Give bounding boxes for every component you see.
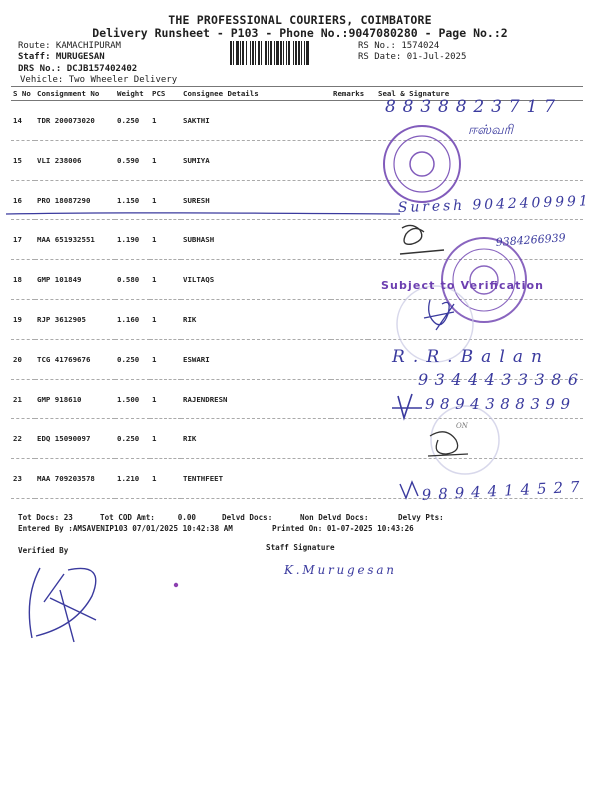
- drs-number: DRS No.: DCJB157402402: [18, 64, 138, 74]
- cell-weight: 0.580: [115, 260, 150, 300]
- cell-remarks: [331, 260, 368, 300]
- route-label: Route: KAMACHIPURAM: [18, 41, 121, 51]
- cell-seal-signature: [368, 339, 583, 379]
- cell-sno: 21: [11, 379, 35, 419]
- cell-weight: 1.500: [115, 379, 150, 419]
- cell-consignee: SUBHASH: [181, 220, 331, 260]
- cell-weight: 0.250: [115, 339, 150, 379]
- cell-sno: 14: [11, 101, 35, 141]
- cell-weight: 0.250: [115, 419, 150, 459]
- rs-date: RS Date: 01-Jul-2025: [358, 52, 467, 62]
- rs-number: RS No.: 1574024: [358, 41, 440, 51]
- col-header-consignment: Consignment No: [35, 87, 115, 101]
- cell-weight: 1.210: [115, 459, 150, 499]
- cell-consignee: RIK: [181, 299, 331, 339]
- table-row: [11, 220, 583, 260]
- cell-consignment-no: VLI 238006: [35, 140, 115, 180]
- document-title: THE PROFESSIONAL COURIERS, COIMBATORE: [168, 13, 432, 27]
- cell-consignee: SUMIYA: [181, 140, 331, 180]
- stamp-subject-to-verification: Subject to Verification: [381, 279, 543, 292]
- table-row: [11, 459, 583, 499]
- printed-on: Printed On: 01-07-2025 10:43:26: [272, 524, 414, 533]
- cell-consignment-no: TCG 41769676: [35, 339, 115, 379]
- cell-sno: 22: [11, 419, 35, 459]
- handwritten-phone-23: 9894414527: [421, 477, 580, 504]
- cell-consignee: ESWARI: [181, 339, 331, 379]
- cell-consignee: TENTHFEET: [181, 459, 331, 499]
- handwritten-sig-14: ஈஸ்வரி: [468, 123, 513, 138]
- cell-consignment-no: RJP 3612905: [35, 299, 115, 339]
- cell-remarks: [331, 299, 368, 339]
- cell-consignee: RAJENDRESN: [181, 379, 331, 419]
- handwritten-phone-17: 9384266939: [495, 231, 567, 249]
- cell-pcs: 1: [150, 459, 181, 499]
- handwritten-on-mark: ON: [456, 422, 468, 430]
- col-header-consignee: Consignee Details: [181, 87, 331, 101]
- staff-label: Staff: MURUGESAN: [18, 52, 105, 62]
- cell-seal-signature: [368, 180, 583, 220]
- cell-consignment-no: PRO 18087290: [35, 180, 115, 220]
- cell-pcs: 1: [150, 220, 181, 260]
- cell-remarks: [331, 379, 368, 419]
- cell-sno: 15: [11, 140, 35, 180]
- handwritten-phone-21: 9894388399: [425, 395, 570, 413]
- total-cod-amount: Tot COD Amt: 0.00: [100, 513, 197, 522]
- cell-sno: 17: [11, 220, 35, 260]
- table-row: [11, 299, 583, 339]
- cell-consignee: RIK: [181, 419, 331, 459]
- staff-signature-label: Staff Signature: [266, 543, 335, 552]
- handwritten-sig-20: R.R.Balan: [392, 347, 542, 367]
- cell-pcs: 1: [150, 419, 181, 459]
- runsheet-table: [11, 86, 583, 499]
- cell-consignee: SURESH: [181, 180, 331, 220]
- staff-signature-hand: K.Murugesan: [284, 563, 394, 577]
- cell-remarks: [331, 180, 368, 220]
- col-header-pcs: PCS: [150, 87, 181, 101]
- table-row: [11, 339, 583, 379]
- cell-pcs: 1: [150, 260, 181, 300]
- table-row: [11, 260, 583, 300]
- cell-seal-signature: [368, 379, 583, 419]
- col-header-seal-signature: Seal & Signature: [368, 87, 583, 101]
- cell-sno: 16: [11, 180, 35, 220]
- total-docs: Tot Docs: 23: [18, 513, 73, 522]
- document-subtitle: Delivery Runsheet - P103 - Phone No.:9047080280 - Page No.:2: [92, 26, 508, 40]
- cell-weight: 1.160: [115, 299, 150, 339]
- cell-pcs: 1: [150, 339, 181, 379]
- cell-seal-signature: [368, 260, 583, 300]
- cell-consignee: SAKTHI: [181, 101, 331, 141]
- cell-remarks: [331, 220, 368, 260]
- cell-seal-signature: [368, 101, 583, 141]
- table-row: [11, 419, 583, 459]
- cell-consignment-no: MAA 709203578: [35, 459, 115, 499]
- cell-consignment-no: GMP 101849: [35, 260, 115, 300]
- cell-seal-signature: [368, 419, 583, 459]
- table-row: [11, 140, 583, 180]
- cell-weight: 0.250: [115, 101, 150, 141]
- cell-weight: 1.150: [115, 180, 150, 220]
- vehicle-label: Vehicle: Two Wheeler Delivery: [20, 75, 178, 85]
- table-header-row: [11, 87, 583, 101]
- cell-consignment-no: GMP 918610: [35, 379, 115, 419]
- cell-remarks: [331, 140, 368, 180]
- entered-by: Entered By :AMSAVENIP103 07/01/2025 10:42:38 AM: [18, 524, 233, 533]
- cell-pcs: 1: [150, 180, 181, 220]
- cell-consignment-no: MAA 651932551: [35, 220, 115, 260]
- delivered-docs: Delvd Docs:: [222, 513, 273, 522]
- verified-signature-scribble: [29, 568, 96, 642]
- cell-sno: 23: [11, 459, 35, 499]
- cell-pcs: 1: [150, 140, 181, 180]
- handwritten-phone-20: 9344433386: [418, 370, 578, 389]
- cell-sno: 19: [11, 299, 35, 339]
- cell-seal-signature: [368, 140, 583, 180]
- cell-weight: 0.590: [115, 140, 150, 180]
- col-header-remarks: Remarks: [331, 87, 368, 101]
- cell-remarks: [331, 101, 368, 141]
- cell-weight: 1.190: [115, 220, 150, 260]
- cell-remarks: [331, 419, 368, 459]
- delivery-points: Delvy Pts:: [398, 513, 444, 522]
- handwritten-sig-16: Suresh 9042409991: [397, 193, 589, 216]
- verified-by-label: Verified By: [18, 546, 69, 555]
- table-row: [11, 379, 583, 419]
- cell-seal-signature: [368, 299, 583, 339]
- cell-remarks: [331, 339, 368, 379]
- cell-seal-signature: [368, 459, 583, 499]
- col-header-weight: Weight: [115, 87, 150, 101]
- cell-sno: 20: [11, 339, 35, 379]
- cell-consignment-no: EDQ 15090097: [35, 419, 115, 459]
- col-header-sno: S No: [11, 87, 35, 101]
- cell-pcs: 1: [150, 299, 181, 339]
- table-row: [11, 101, 583, 141]
- cell-remarks: [331, 459, 368, 499]
- cell-sno: 18: [11, 260, 35, 300]
- table-row: [11, 180, 583, 220]
- handwritten-phone-14: 8838823717: [385, 97, 555, 117]
- purple-dot-icon: [174, 583, 178, 587]
- cell-consignment-no: TDR 200073020: [35, 101, 115, 141]
- cell-seal-signature: [368, 220, 583, 260]
- non-delivered-docs: Non Delvd Docs:: [300, 513, 369, 522]
- cell-pcs: 1: [150, 379, 181, 419]
- cell-pcs: 1: [150, 101, 181, 141]
- barcode-icon: [229, 41, 351, 65]
- cell-consignee: VILTAQS: [181, 260, 331, 300]
